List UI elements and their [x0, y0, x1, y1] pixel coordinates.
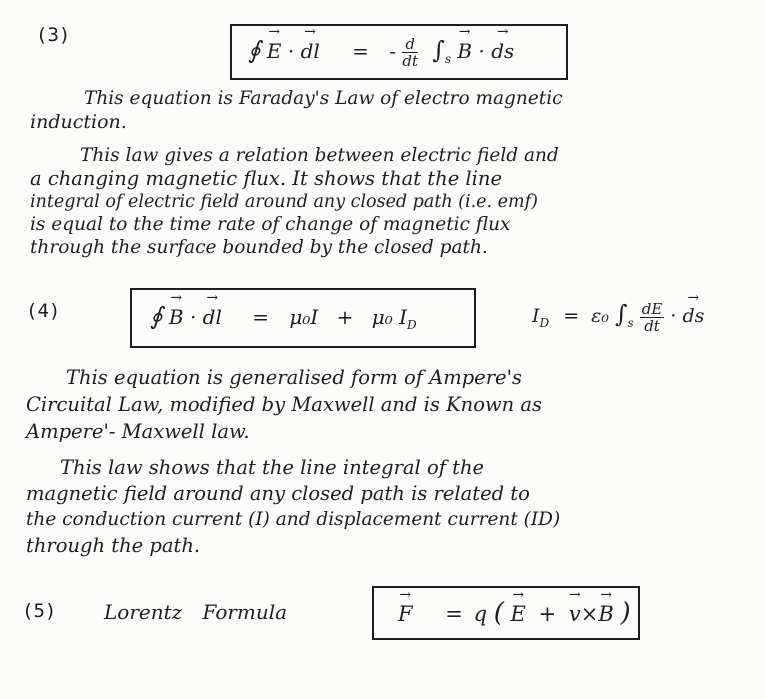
vector-F: → F	[398, 602, 413, 626]
cross-product-sign: ×	[580, 602, 599, 626]
eq3-paragraph-2-line-2: a changing magnetic flux. It shows that the line	[30, 167, 502, 190]
ampere-maxwell-equation	[150, 302, 417, 332]
plus-sign: +	[538, 602, 557, 626]
vector-ds: → ds	[682, 305, 704, 327]
eq3-paragraph-1-line-2: induction.	[30, 111, 127, 133]
equals-sign: =	[352, 39, 369, 63]
close-paren: )	[620, 598, 631, 628]
displacement-current-I: I	[532, 305, 540, 327]
surface-subscript: s	[444, 52, 452, 66]
eq4-paragraph-2-line-2: magnetic field around any closed path is related to	[26, 482, 530, 505]
derivative-numerator: dE	[641, 299, 663, 318]
derivative-denominator: dt	[644, 316, 660, 335]
faraday-equation	[248, 36, 514, 69]
eq3-paragraph-1-line-1: This equation is Faraday's Law of electro magnetic	[84, 88, 563, 109]
eq5-number: (5)	[22, 600, 57, 622]
vector-B: → B	[169, 305, 184, 329]
surface-integral-symbol: ∫	[615, 300, 628, 328]
closed-integral-symbol: ∮	[248, 36, 261, 64]
epsilon-zero: ε₀	[591, 305, 609, 327]
eq3-paragraph-2-line-1: This law gives a relation between electric field and	[80, 145, 559, 166]
equals-sign: =	[563, 305, 580, 327]
eq4-paragraph-1-line-1: This equation is generalised form of Ampere's	[66, 366, 522, 389]
plus-sign: +	[336, 305, 354, 329]
open-paren: (	[493, 598, 504, 628]
time-derivative	[402, 36, 418, 69]
surface-integral-symbol: ∫	[432, 36, 445, 64]
vector-E: → E	[511, 602, 526, 626]
eq3-paragraph-2-line-5: through the surface bounded by the closed path.	[30, 237, 488, 258]
eq3-paragraph-2-line-4: is equal to the time rate of change of magnetic flux	[30, 214, 511, 235]
lorentz-equation	[398, 598, 631, 628]
eq4-number: (4)	[26, 300, 61, 322]
equals-sign: =	[445, 602, 463, 626]
eq4-paragraph-1-line-2: Circuital Law, modified by Maxwell and is Known as	[26, 393, 543, 416]
derivative-denominator: dt	[402, 52, 419, 70]
mu-zero-I-term: μ₀I	[289, 305, 319, 329]
eq4-paragraph-2-line-1: This law shows that the line integral of the	[60, 456, 485, 479]
displacement-current-definition	[532, 300, 704, 334]
eq4-paragraph-2-line-3: the conduction current (I) and displacement current (ID)	[26, 509, 561, 530]
dot-operator: ·	[287, 39, 295, 63]
vector-E: → E	[267, 39, 282, 63]
closed-integral-symbol: ∮	[150, 302, 163, 330]
displacement-current-symbol: $I_D$	[399, 305, 417, 332]
dot-operator: ·	[478, 39, 485, 63]
displacement-current-subscript: D	[539, 315, 550, 330]
minus-sign: -	[389, 39, 397, 63]
lorentz-formula-title: Lorentz Formula	[104, 600, 288, 624]
vector-v: → v	[569, 602, 581, 626]
vector-ds: → ds	[491, 39, 514, 63]
surface-subscript: s	[627, 315, 634, 330]
electric-field-time-derivative	[640, 301, 665, 334]
vector-dl: → dl	[301, 39, 320, 63]
dot-operator: ·	[670, 305, 677, 327]
eq3-paragraph-2-line-3: integral of electric field around any closed path (i.e. emf)	[30, 192, 538, 212]
dot-operator: ·	[189, 305, 197, 329]
vector-dl: → dl	[203, 305, 222, 329]
vector-B: → B	[598, 602, 613, 626]
charge-q: q	[473, 602, 488, 626]
equals-sign: =	[252, 305, 269, 329]
mu-zero: μ₀	[371, 305, 393, 329]
derivative-numerator: d	[402, 36, 418, 53]
vector-B: → B	[457, 39, 472, 63]
eq3-number: (3)	[36, 24, 71, 46]
eq4-paragraph-2-line-4: through the path.	[26, 534, 201, 557]
eq4-paragraph-1-line-3: Ampere'- Maxwell law.	[26, 420, 250, 443]
